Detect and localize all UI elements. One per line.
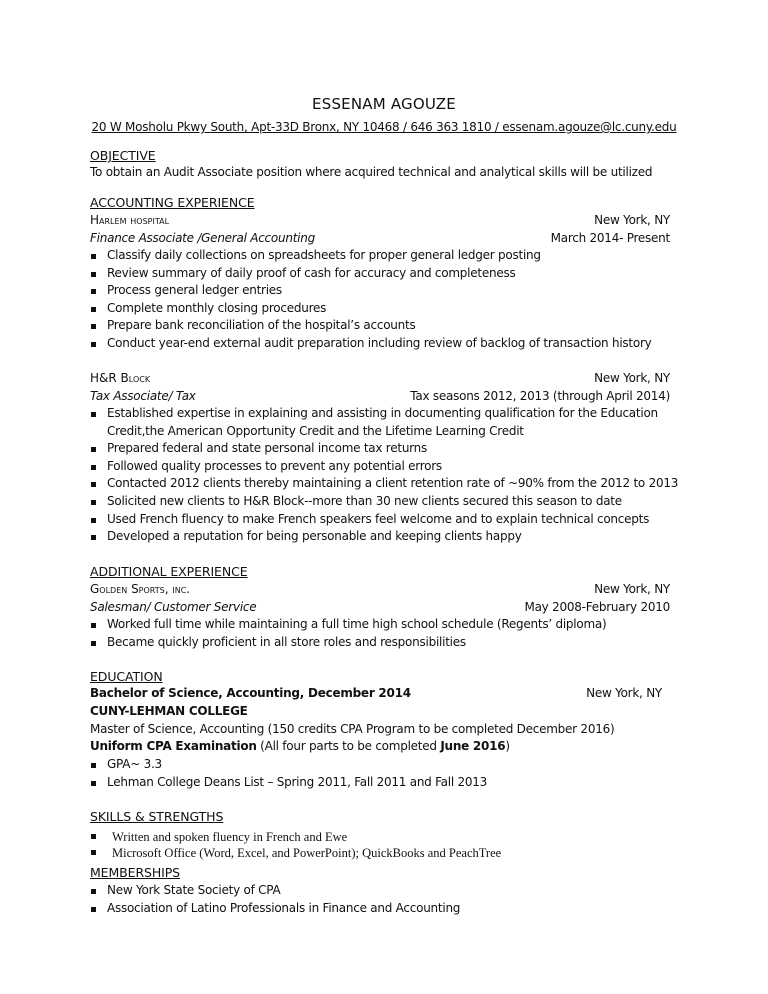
education-details-list	[90, 756, 487, 791]
cpa-exam-date: June 2016	[440, 739, 506, 753]
job-title: Salesman/ Customer Service	[90, 600, 257, 614]
job-dates: May 2008-February 2010	[524, 600, 670, 614]
objective-heading: OBJECTIVE	[90, 148, 156, 163]
contact-info: 20 W Mosholu Pkwy South, Apt-33D Bronx, NY 10468 / 646 363 1810 / essenam.agouze@lc.cuny.edu	[91, 120, 677, 134]
school-location: New York, NY	[586, 686, 662, 700]
list-item: Established expertise in explaining and assisting in documenting qualification for the Education Credit,the American Opportunity Credit and the Lifetime Learning Credit	[90, 405, 672, 440]
hrblock-duties-list	[90, 405, 678, 546]
memberships-list	[90, 882, 460, 917]
cpa-exam-close: )	[505, 739, 510, 753]
list-item: New York State Society of CPA	[90, 882, 460, 900]
employer-name: Harlem hospital	[90, 213, 170, 227]
job-dates: March 2014- Present	[550, 231, 670, 245]
list-item: Developed a reputation for being personable and keeping clients happy	[90, 528, 678, 546]
list-item: Worked full time while maintaining a full time high school schedule (Regents’ diploma)	[90, 616, 606, 634]
additional-duties-list	[90, 616, 606, 651]
list-item: Written and spoken fluency in French and Ewe	[90, 829, 501, 845]
list-item: Used French fluency to make French speakers feel welcome and to explain technical concepts	[90, 511, 678, 529]
skills-heading: SKILLS & STRENGTHS	[90, 809, 224, 824]
cpa-exam-title: Uniform CPA Examination	[90, 739, 257, 753]
job-title: Finance Associate /General Accounting	[90, 231, 315, 245]
employer-name: Golden Sports, inc.	[90, 582, 191, 596]
candidate-name: ESSENAM AGOUZE	[312, 95, 456, 113]
list-item: Lehman College Deans List – Spring 2011, Fall 2011 and Fall 2013	[90, 774, 487, 792]
list-item: Prepare bank reconciliation of the hospital’s accounts	[90, 317, 652, 335]
list-item: Conduct year-end external audit preparation including review of backlog of transaction history	[90, 335, 652, 353]
list-item: Prepared federal and state personal income tax returns	[90, 440, 678, 458]
memberships-heading: MEMBERSHIPS	[90, 865, 181, 880]
additional-experience-heading: ADDITIONAL EXPERIENCE	[90, 564, 248, 579]
job-dates: Tax seasons 2012, 2013 (through April 2014)	[410, 389, 670, 403]
list-item: Followed quality processes to prevent any potential errors	[90, 458, 678, 476]
school-name: CUNY-LEHMAN COLLEGE	[90, 704, 248, 718]
list-item: Became quickly proficient in all store roles and responsibilities	[90, 634, 606, 652]
employer-location: New York, NY	[594, 213, 670, 227]
job-title: Tax Associate/ Tax	[90, 389, 196, 403]
list-item: Review summary of daily proof of cash for accuracy and completeness	[90, 265, 652, 283]
masters-program: Master of Science, Accounting (150 credits CPA Program to be completed December 2016)	[90, 722, 615, 736]
list-item: Contacted 2012 clients thereby maintaining a client retention rate of ~90% from the 2012 to 2013	[90, 475, 678, 493]
list-item: Process general ledger entries	[90, 282, 652, 300]
list-item: Microsoft Office (Word, Excel, and PowerPoint); QuickBooks and PeachTree	[90, 845, 501, 861]
employer-name: H&R Block	[90, 371, 151, 385]
list-item: Solicited new clients to H&R Block--more than 30 new clients secured this season to date	[90, 493, 678, 511]
cpa-exam-note: (All four parts to be completed	[256, 739, 441, 753]
skills-list	[90, 829, 501, 861]
degree: Bachelor of Science, Accounting, December 2014	[90, 686, 411, 700]
employer-location: New York, NY	[594, 582, 670, 596]
list-item: Classify daily collections on spreadsheets for proper general ledger posting	[90, 247, 652, 265]
accounting-experience-heading: ACCOUNTING EXPERIENCE	[90, 195, 255, 210]
education-heading: EDUCATION	[90, 669, 163, 684]
list-item: Association of Latino Professionals in Finance and Accounting	[90, 900, 460, 918]
list-item: Complete monthly closing procedures	[90, 300, 652, 318]
list-item: GPA~ 3.3	[90, 756, 487, 774]
harlem-duties-list	[90, 247, 652, 353]
cpa-exam	[90, 739, 510, 753]
objective-text: To obtain an Audit Associate position where acquired technical and analytical skills will be utilized	[90, 165, 653, 179]
employer-location: New York, NY	[594, 371, 670, 385]
